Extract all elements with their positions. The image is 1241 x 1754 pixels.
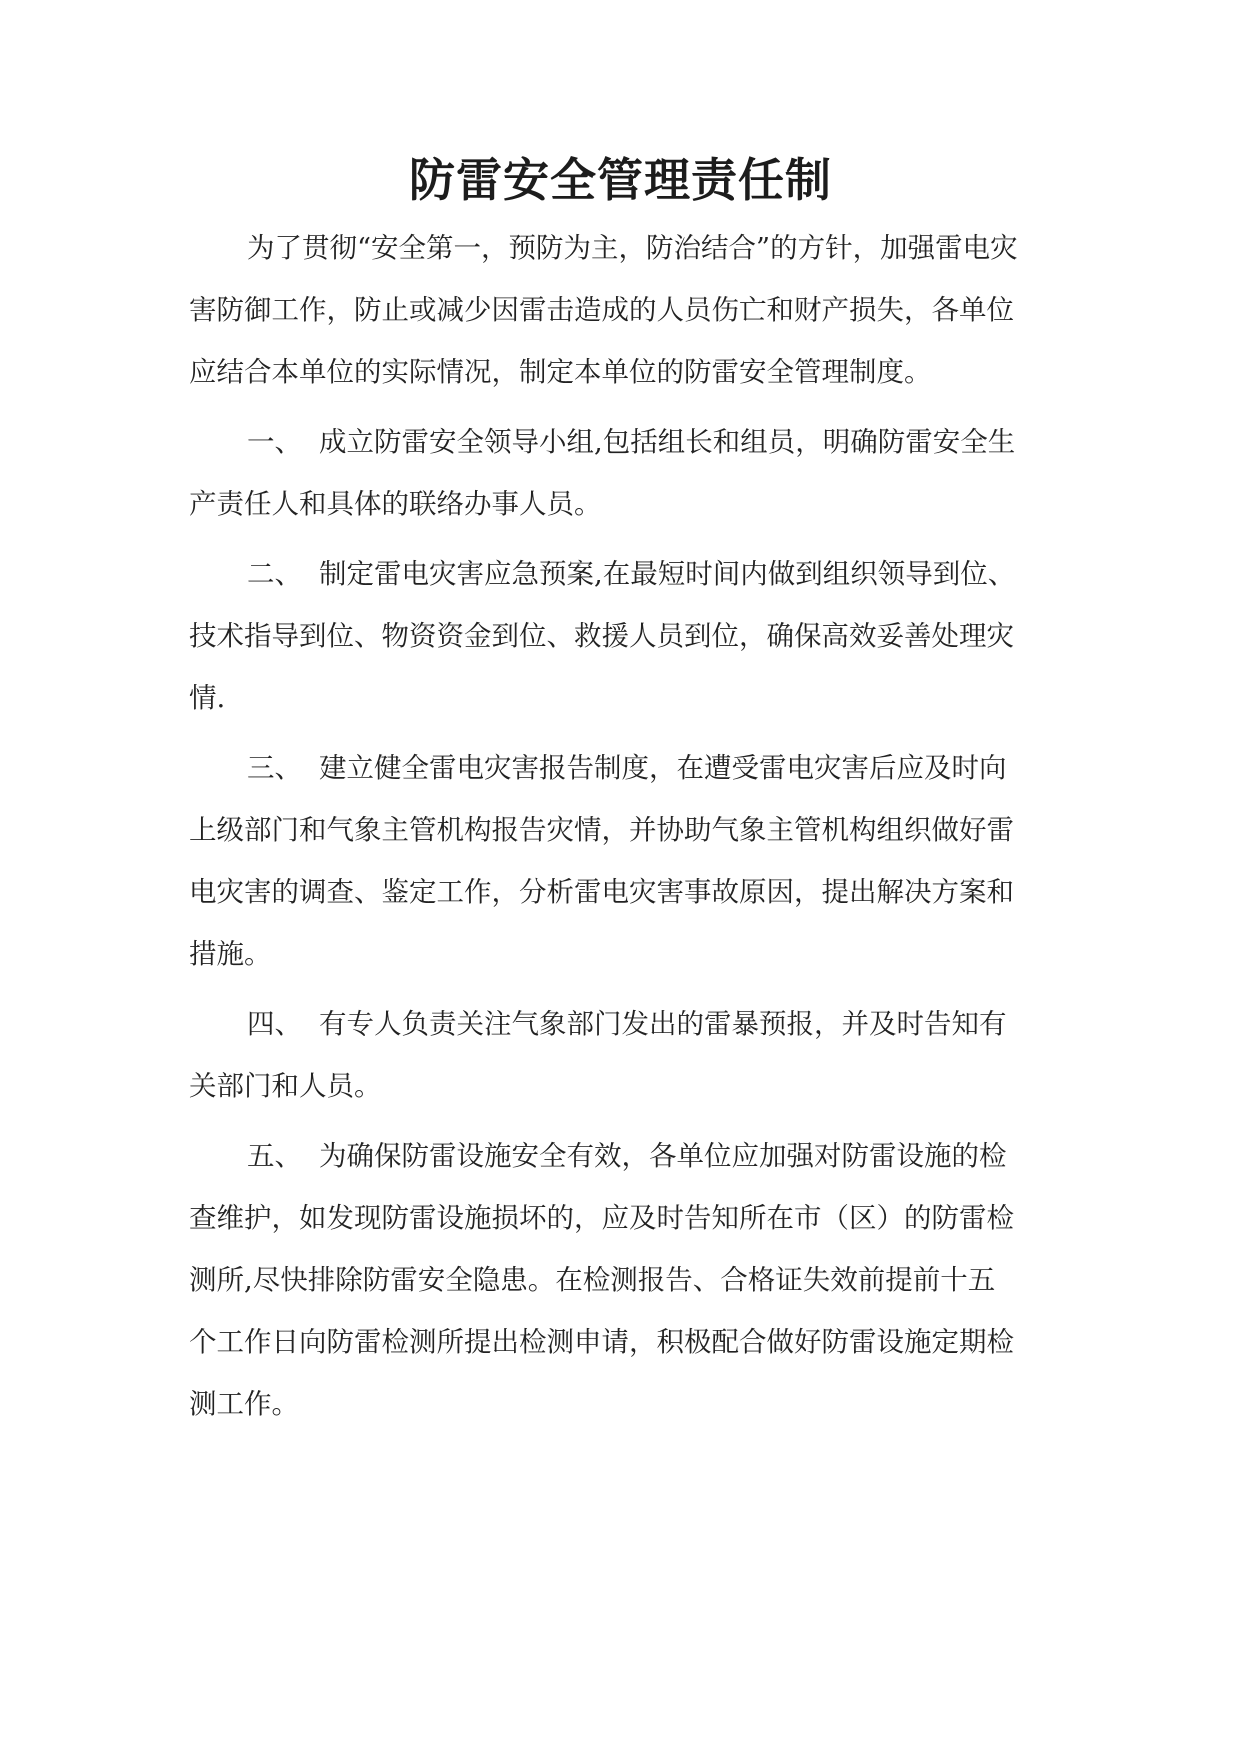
- item-2-line-1: [247, 554, 1069, 594]
- item-1-number: 一、: [247, 426, 302, 458]
- item-4-line-1: [247, 1004, 1069, 1044]
- item-2-line-2: 技术指导到位、物资资金到位、救援人员到位，确保高效妥善处理灾: [189, 620, 1014, 652]
- item-1-line-1: [247, 422, 1069, 462]
- document-title: 防雷安全管理责任制: [409, 153, 832, 207]
- item-2-number: 二、: [247, 558, 302, 590]
- item-5-line-2: 查维护，如发现防雷设施损坏的，应及时告知所在市（区）的防雷检: [189, 1202, 1014, 1234]
- item-2-line-3: 情.: [189, 682, 226, 714]
- item-4-text-1: 有专人负责关注气象部门发出的雷暴预报，并及时告知有: [319, 1008, 1007, 1040]
- item-3-line-3: 电灾害的调查、鉴定工作，分析雷电灾害事故原因，提出解决方案和: [189, 876, 1014, 908]
- item-5-line-1: [247, 1136, 1069, 1176]
- item-1-line-2: 产责任人和具体的联络办事人员。: [189, 488, 602, 520]
- item-3-number: 三、: [247, 752, 302, 784]
- intro-line-3: 应结合本单位的实际情况，制定本单位的防雷安全管理制度。: [189, 356, 932, 388]
- item-1-text-1: 成立防雷安全领导小组,包括组长和组员，明确防雷安全生: [319, 426, 1016, 458]
- item-3-line-1: [247, 748, 1069, 788]
- item-5-line-5: 测工作。: [189, 1388, 299, 1420]
- item-4-line-2: 关部门和人员。: [189, 1070, 382, 1102]
- item-4-number: 四、: [247, 1008, 302, 1040]
- item-5-number: 五、: [247, 1140, 302, 1172]
- item-3-text-1: 建立健全雷电灾害报告制度，在遭受雷电灾害后应及时向: [319, 752, 1007, 784]
- item-5-line-4: 个工作日向防雷检测所提出检测申请，积极配合做好防雷设施定期检: [189, 1326, 1014, 1358]
- intro-line-2: 害防御工作，防止或减少因雷击造成的人员伤亡和财产损失，各单位: [189, 294, 1014, 326]
- item-5-line-3: 测所,尽快排除防雷安全隐患。在检测报告、合格证失效前提前十五: [189, 1264, 996, 1296]
- item-2-text-1: 制定雷电灾害应急预案,在最短时间内做到组织领导到位、: [319, 558, 1016, 590]
- item-5-text-1: 为确保防雷设施安全有效，各单位应加强对防雷设施的检: [319, 1140, 1007, 1172]
- item-3-line-4: 措施。: [189, 938, 272, 970]
- item-3-line-2: 上级部门和气象主管机构报告灾情，并协助气象主管机构组织做好雷: [189, 814, 1014, 846]
- intro-line-1: 为了贯彻“安全第一，预防为主，防治结合”的方针，加强雷电灾: [247, 232, 1018, 264]
